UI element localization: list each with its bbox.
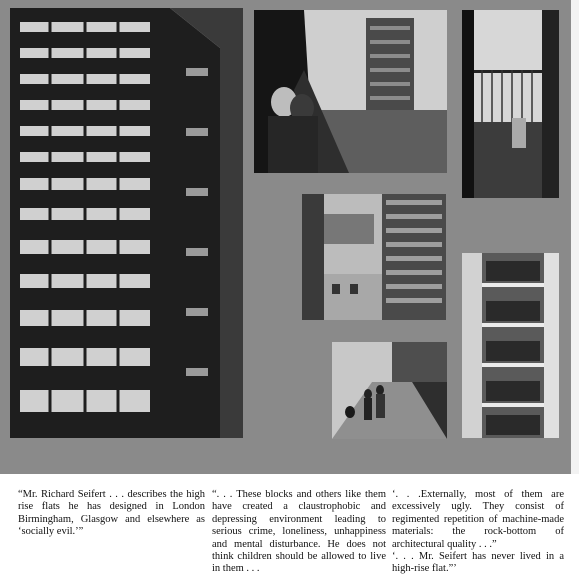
- balcony-couple-photo: [254, 10, 447, 173]
- board-edge: [571, 0, 579, 474]
- walkway-children-image: [332, 342, 447, 439]
- quote-text: “Mr. Richard Seifert . . . describes the high rise flats he has designed in London Birmingham, Glasgow and elsewhere as ‘socially evil.’”: [18, 489, 205, 538]
- quote-column-1: [18, 489, 205, 539]
- balconies-facade-image: [462, 253, 559, 438]
- quote-column-3: [392, 489, 564, 576]
- balcony-couple-image: [254, 10, 447, 173]
- courtyard-blocks-image: [302, 194, 446, 320]
- quote-text: “. . . These blocks and others like them have created a claustrophobic and depressing environment leading to serious crime, loneliness, unhappiness and mental disturbance. He does not think children should be allowed to live in them . . .: [212, 489, 386, 575]
- walkway-children-photo: [332, 342, 447, 439]
- balconies-facade-photo: [462, 253, 559, 438]
- courtyard-blocks-photo: [302, 194, 446, 320]
- tower-block-photo: [10, 8, 243, 438]
- balcony-railing-image: [462, 10, 559, 198]
- quote-column-2: [212, 489, 386, 576]
- quote-text-closing: ‘. . . Mr. Seifert has never lived in a high-rise flat.”’: [392, 551, 564, 575]
- tower-block-image: [10, 8, 243, 438]
- quote-text: ‘. . .Externally, most of them are excessively ugly. They consist of regimented repetition of machine-made materials: the rock-bottom of architectural quality . . .”: [392, 489, 564, 550]
- balcony-railing-photo: [462, 10, 559, 198]
